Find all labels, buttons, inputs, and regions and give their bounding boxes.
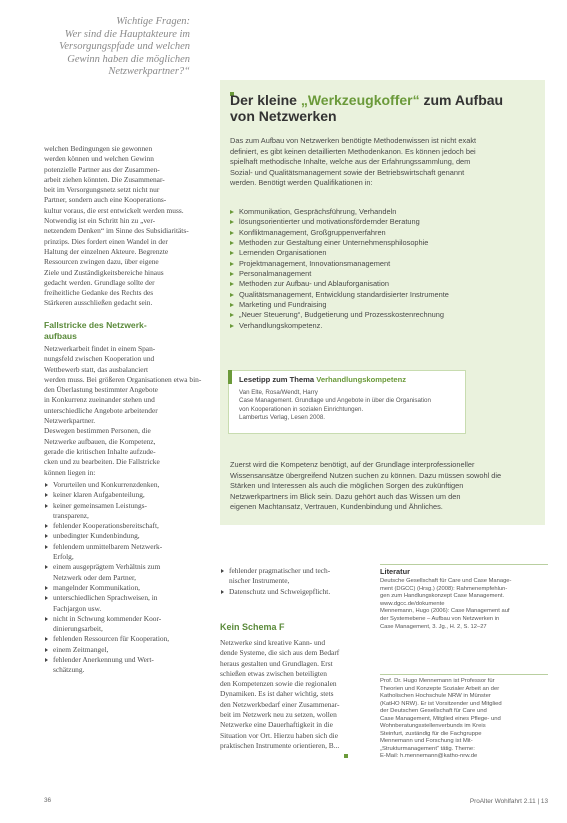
toolbox-outro xyxy=(230,460,542,513)
text-line: Netzwerkpartner. xyxy=(44,416,96,426)
end-marker xyxy=(344,754,348,758)
title-accent: „Werkzeugkoffer“ xyxy=(300,92,420,108)
reading-tip-body xyxy=(239,389,463,423)
text-line: Zuerst wird die Kompetenz benötigt, auf der Grundlage interprofessioneller xyxy=(230,460,475,469)
title-line-2: von Netzwerken xyxy=(230,108,337,124)
text-line: können liegen in: xyxy=(44,467,96,477)
tip-label: Lesetipp zum Thema xyxy=(239,375,317,384)
text-line: Katholischen Hochschule NRW in Münster xyxy=(380,693,491,699)
reading-tip-heading xyxy=(239,375,463,384)
pull-quote-line: Wichtige Fragen: xyxy=(116,16,190,27)
text-line: kultur voraus, die erst entwickelt werden muss. xyxy=(44,205,184,215)
middle-list xyxy=(220,566,370,597)
pull-quote-line: Netzwerkpartner?“ xyxy=(108,66,190,77)
text-line: prinzips. Dies fordert einen Wandel in der xyxy=(44,236,168,246)
text-line: der Systemebene – Aufbau von Netzwerken in xyxy=(380,615,500,622)
text-line: eigenen Machtansatz, Vertrauen, Kundenbindung und Ähnliches. xyxy=(230,502,443,512)
bio-rule xyxy=(380,674,548,675)
text-line: Partner, sondern auch eine Kooperations- xyxy=(44,195,167,205)
list-item-continued: transparenz, xyxy=(53,510,89,520)
reading-tip-marker xyxy=(228,370,232,384)
list-item: fehlenden Ressourcen für Kooperation, xyxy=(44,634,216,644)
list-item: mangelnder Kommunikation, xyxy=(44,583,216,593)
list-item: Qualitätsmanagement, Entwicklung standardisierter Instrumente xyxy=(228,290,540,300)
text-line: Dynamiken. Es ist daher wichtig, stets xyxy=(220,689,334,699)
list-item: Methoden zur Aufbau- und Ablauforganisation xyxy=(228,279,540,289)
text-line: Case Management. Grundlage und Angebote in über die Organisation xyxy=(239,397,431,405)
text-line: werden können und welchen Gewinn xyxy=(44,154,155,164)
list-item: lösungsorientierter und motivationsfördernder Beratung xyxy=(228,217,540,227)
tip-accent: Verhandlungskompetenz xyxy=(316,375,407,384)
text-line: beit im Netzwerk neu zu setzen, wollen xyxy=(220,710,337,720)
text-line: Netzwerkpartners im Blick sein. Dazu gehört auch das Wissen um den xyxy=(230,491,461,501)
list-item: Projektmanagement, Innovationsmanagement xyxy=(228,259,540,269)
list-item: Kommunikation, Gesprächsführung, Verhandeln xyxy=(228,207,540,217)
reading-tip xyxy=(228,370,466,434)
text-line: Sozial- und Qualitätsmanagement sowie der Betriebswirtschaft genannt xyxy=(230,167,465,177)
text-line: in Konkurrenz zueinander stehen und xyxy=(44,395,155,405)
text-line: Van Elte, Rosa/Wendt, Harry xyxy=(239,389,318,396)
text-line: heraus gestalten und Grundlagen. Erst xyxy=(220,658,333,668)
text-line: Deutsche Gesellschaft für Care und Case Manage- xyxy=(380,578,512,584)
text-line: dende Systeme, die sich aus dem Bedarf xyxy=(220,648,340,658)
section-heading-kein-schema: Kein Schema F xyxy=(220,622,285,632)
journal-footer: ProAlter Wohlfahrt 2.11 | 13 xyxy=(469,798,548,805)
text-line: potenzielle Partner aus der Zusammen- xyxy=(44,164,160,174)
text-line: Notwendig ist ein Schritt hin zu „ver- xyxy=(44,216,156,226)
left-column-paragraph xyxy=(44,144,214,309)
text-line: „Strukturmanagement“ tätig. Theme: xyxy=(380,745,475,752)
text-line: Lambertus Verlag, Lesen 2008. xyxy=(239,414,325,422)
text-line: Ziele und Zuständigkeitsbereiche hinaus xyxy=(44,267,164,277)
text-line: freiheitliche Gedanke des Rechts des xyxy=(44,288,154,298)
pull-quote-line: Versorgungspfade und welchen xyxy=(59,41,190,52)
list-item-continued: nischer Instrumente, xyxy=(229,576,290,586)
text-line: Ressourcen zwingen dazu, über eigene xyxy=(44,257,159,267)
text-line: Prof. Dr. Hugo Mennemann ist Professor für xyxy=(380,678,495,684)
text-line: Wettbewerb statt, das ausbalanciert xyxy=(44,364,149,374)
text-line: cken und zu bearbeiten. Die Fallstricke xyxy=(44,457,160,467)
text-line: werden. Benötigt werden Qualifikationen in: xyxy=(230,178,373,188)
list-item: nicht in Schwung kommender Koor- xyxy=(44,614,216,624)
literature-list xyxy=(380,578,548,631)
list-item: Methoden zur Gestaltung einer Unternehmensphilosophie xyxy=(228,238,540,248)
text-line: Stärkeren ausschließen gedacht sein. xyxy=(44,298,153,308)
list-item: einem Zeitmangel, xyxy=(44,645,216,655)
text-line: praktischen Instrumente orientieren, B... xyxy=(220,740,340,750)
kein-schema-paragraph xyxy=(220,638,372,751)
text-line: den Kompetenzen sowie die regionalen xyxy=(220,679,337,689)
fallstricke-paragraph xyxy=(44,344,214,478)
section-heading-fallstricke xyxy=(44,320,214,341)
list-item-continued: Fachjargon usw. xyxy=(53,603,102,613)
text-line: von Kooperationen in sozialen Einrichtungen. xyxy=(239,405,364,413)
text-line: Deswegen bestimmen Personen, die xyxy=(44,426,151,436)
list-item: Konfliktmanagement, Großgruppenverfahren xyxy=(228,228,540,238)
text-line: gedacht werden. Grundlage sollte der xyxy=(44,277,155,287)
text-line: (KatHO NRW). Er ist Vorsitzender und Mitglied xyxy=(380,700,502,707)
toolbox-intro xyxy=(230,136,540,189)
text-line: netzendem Denken“ im Sinne des Subsidiaritäts- xyxy=(44,226,189,236)
list-item: Marketing und Fundraising xyxy=(228,300,540,310)
text-line: Wissensansätze übergreifend Nutzen suchen zu können. Dazu müssen sowohl die xyxy=(230,470,502,480)
text-line: Mennemann und Forschung ist Mit- xyxy=(380,738,473,744)
list-item: fehlender pragmatischer und tech- xyxy=(220,566,370,576)
text-line: Haltung der einzelnen Akteure. Begrenzte xyxy=(44,246,169,256)
list-item: fehlendem unmittelbarem Netzwerk- xyxy=(44,542,216,552)
list-item: keiner klaren Aufgabenteilung, xyxy=(44,490,216,500)
literature-rule xyxy=(380,564,548,565)
list-item: Verhandlungskompetenz. xyxy=(228,321,540,331)
text-line: Stärken und Interessen als auch die möglichen Sorgen des zukünftigen xyxy=(230,481,464,491)
heading-line: aufbaus xyxy=(44,330,77,341)
title-prefix: Der kleine xyxy=(230,92,301,108)
list-item: „Neuer Steuerung“, Budgetierung und Prozesskostenrechnung xyxy=(228,310,540,320)
list-item: fehlender Kooperationsbereitschaft, xyxy=(44,521,216,531)
text-line: definiert, es gibt keinen detaillierten Methodenkanon. Es können jedoch bei xyxy=(230,146,476,156)
text-line: Steinfurt, zuständig für die Fachgruppe xyxy=(380,730,482,737)
list-item: Personalmanagement xyxy=(228,269,540,279)
list-item-continued: Erfolg, xyxy=(53,552,74,562)
text-line: ment (DGCC) (Hrsg.) (2008): Rahmenempfehlun- xyxy=(380,585,508,592)
toolbox-box xyxy=(220,80,545,525)
toolbox-title xyxy=(230,92,540,124)
text-line: Wohnberatungsstellenverbunds im Kreis xyxy=(380,723,486,729)
title-suffix: zum Aufbau xyxy=(419,92,504,108)
page-number: 36 xyxy=(44,797,52,804)
text-line: nungsfeld zwischen Kooperation und xyxy=(44,354,155,364)
text-line: schießen etwas zwischen beteiligten xyxy=(220,668,327,678)
text-line: spielhaft methodische Inhalte, welche aus der Erfahrungssammlung, dem xyxy=(230,157,471,167)
author-bio xyxy=(380,678,548,761)
text-line: Mennemann, Hugo (2006): Case Management auf xyxy=(380,608,510,615)
text-line: Das zum Aufbau von Netzwerken benötigte Methodenwissen ist nicht exakt xyxy=(230,136,477,145)
list-item-continued: dinierungsarbeit, xyxy=(53,624,103,634)
text-line: Theorien und Konzepte Sozialer Arbeit an der xyxy=(380,685,500,692)
text-line: unterschiedliche Angebote arbeitender xyxy=(44,405,158,415)
pull-quote-line: Gewinn haben die möglichen xyxy=(67,53,190,65)
list-item: Vorurteilen und Konkurrenzdenken, xyxy=(44,480,216,490)
text-line: www.dgcc.de/dokumente xyxy=(380,600,445,607)
list-item-continued: schätzung. xyxy=(53,665,85,675)
text-line: gerade die kritischen Inhalte aufzude- xyxy=(44,446,156,456)
text-line: der Deutschen Gesellschaft für Care und xyxy=(380,708,487,714)
list-item: fehlender Anerkennung und Wert- xyxy=(44,655,216,665)
text-line: E-Mail: h.mennemann@katho-nrw.de xyxy=(380,753,478,759)
text-line: Netzwerke sind kreative Kann- und xyxy=(220,638,326,647)
list-item: unterschiedlichen Sprachweisen, in xyxy=(44,593,216,603)
heading-line: Fallstricke des Netzwerk- xyxy=(44,320,147,330)
literature-heading: Literatur xyxy=(380,567,410,576)
text-line: gen zum Handlungskonzept Case Management. xyxy=(380,593,505,600)
text-line: welchen Bedingungen sie gewonnen xyxy=(44,144,153,153)
list-item-continued: Netzwerk oder dem Partner, xyxy=(53,572,137,582)
fallstricke-list xyxy=(44,480,216,676)
pull-quote xyxy=(0,16,190,79)
pull-quote-line: Wer sind die Hauptakteure im xyxy=(64,28,190,40)
text-line: Situation vor Ort. Hierzu haben sich die xyxy=(220,730,339,740)
text-line: arbeit ziehen könnten. Die Zusammenar- xyxy=(44,174,165,184)
list-item: Datenschutz und Schweigepflicht. xyxy=(220,587,370,597)
text-line: beit im Versorgungsnetz setzt nicht nur xyxy=(44,185,160,195)
text-line: den Überlastung bestimmter Angebote xyxy=(44,385,158,395)
text-line: Case Management, 3. Jg., H. 2, S. 12–27 xyxy=(380,623,487,630)
text-line: werden muss. Bei größeren Organisationen etwa bin- xyxy=(44,374,202,384)
toolbox-list xyxy=(228,207,540,331)
list-item: unbedingter Kundenbindung, xyxy=(44,531,216,541)
list-item: keiner gemeinsamen Leistungs- xyxy=(44,501,216,511)
text-line: Case Management, Mitglied eines Pflege- und xyxy=(380,715,501,722)
text-line: den Netzwerkbedarf einer Zusammenar- xyxy=(220,699,340,709)
text-line: Netzwerkarbeit findet in einem Span- xyxy=(44,344,156,353)
text-line: Netzwerke aufbauen, die Kompetenz, xyxy=(44,436,156,446)
list-item: einem ausgeprägtem Verhältnis zum xyxy=(44,562,216,572)
text-line: Netzwerke eine Dauerhaftigkeit in die xyxy=(220,720,333,730)
list-item: Lernenden Organisationen xyxy=(228,248,540,258)
